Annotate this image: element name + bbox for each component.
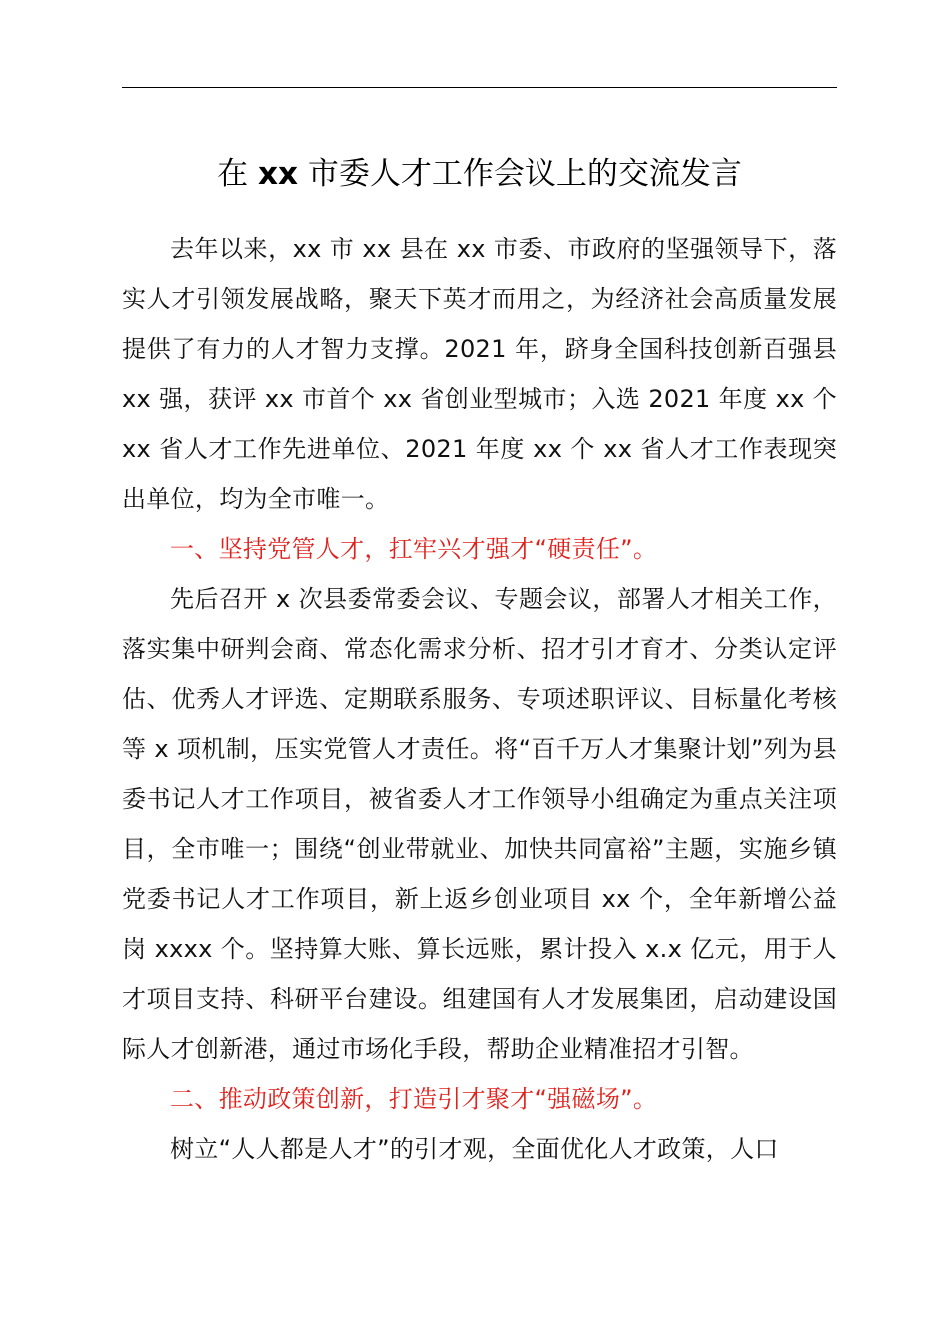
- header-rule: [122, 87, 837, 88]
- document-body: [122, 224, 837, 1174]
- section-1-paragraph: 先后召开 x 次县委常委会议、专题会议，部署人才相关工作，落实集中研判会商、常态化需求分析、招才引才育才、分类认定评估、优秀人才评选、定期联系服务、专项述职评议、目标量化考核等 x 项机制，压实党管人才责任。将“百千万人才集聚计划”列为县委书记人才工作项目，被省委人才工作领导小组确定为重点关注项目，全市唯一；围绕“创业带就业、加快共同富裕”主题，实施乡镇党委书记人才工作项目，新上返乡创业项目 xx 个，全年新增公益岗 xxxx 个。坚持算大账、算长远账，累计投入 x.x 亿元，用于人才项目支持、科研平台建设。组建国有人才发展集团，启动建设国际人才创新港，通过市场化手段，帮助企业精准招才引智。: [122, 585, 837, 1063]
- section-heading-2: 二、推动政策创新，打造引才聚才“强磁场”。: [170, 1085, 658, 1113]
- title-suffix: 市委人才工作会议上的交流发言: [307, 156, 742, 192]
- title-bold: xx: [258, 156, 298, 192]
- intro-paragraph: 去年以来，xx 市 xx 县在 xx 市委、市政府的坚强领导下，落实人才引领发展战略，聚天下英才而用之，为经济社会高质量发展提供了有力的人才智力支撑。2021 年，跻身全国科技创新百强县 xx 强，获评 xx 市首个 xx 省创业型城市；入选 2021 年度 xx 个 xx 省人才工作先进单位、2021 年度 xx 个 xx 省人才工作表现突出单位，均为全市唯一。: [122, 235, 837, 513]
- document-title: [122, 148, 837, 200]
- section-heading-1: 一、坚持党管人才，扛牢兴才强才“硬责任”。: [170, 535, 658, 563]
- title-prefix: 在: [217, 156, 249, 192]
- section-2-paragraph: 树立“人人都是人才”的引才观，全面优化人才政策，人口: [170, 1135, 779, 1163]
